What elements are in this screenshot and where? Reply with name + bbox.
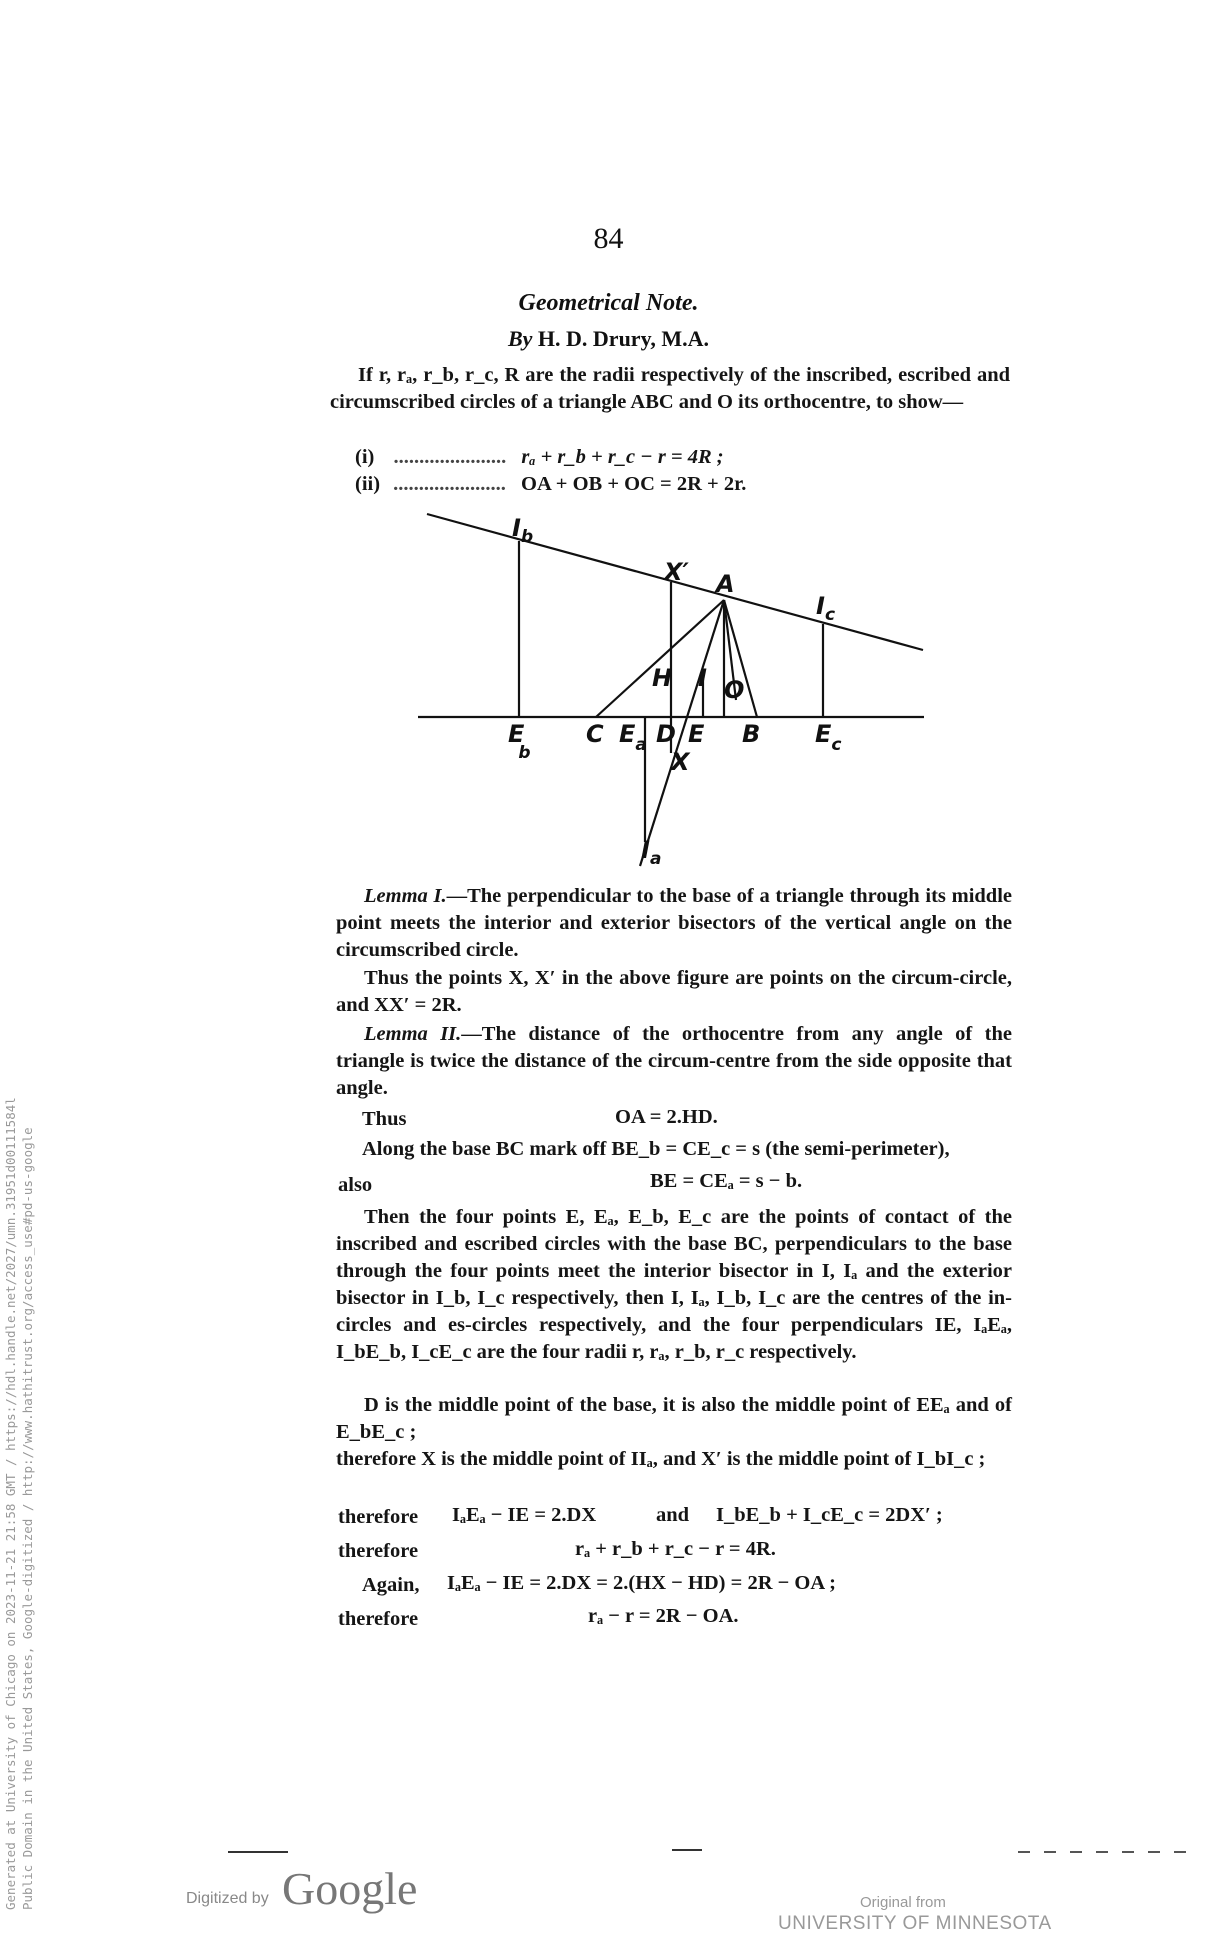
also-equation: BE = CEₐ = s − b. — [650, 1170, 803, 1192]
lemma-2-text: —The distance of the orthocentre from any angle of the triangle is twice the distance of the circum-centre from the side opposite that angle. — [336, 1023, 1012, 1099]
label-Ic: $I_c$ — [816, 592, 836, 625]
label-Ea: $E_a$ — [619, 720, 647, 755]
along-base-line: Along the base BC mark off BE_b = CE_c = s (the semi-perimeter), — [362, 1138, 950, 1160]
original-from-label: Original from — [860, 1894, 946, 1911]
item-ii-equation: OA + OB + OC = 2R + 2r. — [521, 473, 747, 495]
intro-paragraph: If r, rₐ, r_b, r_c, R are the radii respectively of the inscribed, escribed and circumscribed circles of a triangle ABC and O its orthocentre, to show— — [330, 364, 1010, 413]
therefore-and: and — [656, 1504, 690, 1526]
byline-author: H. D. Drury, M.A. — [537, 326, 710, 351]
side-stamp — [2, 1097, 36, 1910]
label-Ib: $I_b$ — [512, 514, 534, 547]
thus-equation-2: OA = 2.HD. — [615, 1106, 718, 1128]
also-label: also — [338, 1174, 373, 1196]
label-X: X — [671, 748, 690, 776]
again-label: Again, — [362, 1574, 420, 1596]
lemma-2-title: Lemma II. — [364, 1023, 462, 1045]
therefore-label-3: therefore — [338, 1540, 419, 1562]
label-Ia: $I_a$ — [641, 836, 662, 869]
article-title: Geometrical Note. — [518, 290, 699, 316]
footer-rule-center — [672, 1849, 702, 1851]
again-equation: IₐEₐ − IE = 2.DX = 2.(HX − HD) = 2R − OA ; — [447, 1572, 836, 1594]
byline-prefix: By — [507, 326, 533, 351]
byline — [0, 326, 1217, 352]
lemma-1 — [336, 883, 1012, 964]
therefore-label-4: therefore — [338, 1608, 419, 1630]
label-C: C — [586, 720, 604, 748]
middle-point-paragraph: D is the middle point of the base, it is also the middle point of EEₐ and of E_bE_c ; — [336, 1394, 1012, 1443]
label-Ec: $E_c$ — [815, 720, 842, 755]
label-I: I — [698, 664, 707, 692]
geometric-figure — [400, 500, 940, 880]
points-of-contact-paragraph: Then the four points E, Eₐ, E_b, E_c are the points of contact of the inscribed and escribed circles with the base BC, perpendiculars to the base through the four points meet the interior bisector in I, Iₐ and the exterior bisector in I_b, I_c respectively, then I, Iₐ, I_b, I_c are the centres of the in-circles and es-circles respectively, and the four perpendiculars IE, IₐEₐ, I_bE_b, I_cE_c are the four radii r, rₐ, r_b, r_c respectively. — [336, 1206, 1012, 1363]
institution-name: UNIVERSITY OF MINNESOTA — [778, 1913, 1052, 1934]
label-D: D — [656, 720, 676, 748]
label-Xprime: X′ — [664, 558, 689, 586]
therefore-equation-3: rₐ + r_b + r_c − r = 4R. — [575, 1538, 776, 1560]
item-i-label: (i) — [355, 446, 375, 468]
therefore-equation-4: rₐ − r = 2R − OA. — [588, 1605, 739, 1627]
side-stamp-line-1: Generated at University of Chicago on 2023-11-21 21:58 GMT / https://hdl.handle.net/2027/umn.31951d00111584l — [3, 1097, 18, 1910]
lemma-1-text: —The perpendicular to the base of a triangle through its middle point meets the interior and exterior bisectors of the vertical angle on the circumscribed circle. — [336, 885, 1012, 961]
label-H: H — [652, 664, 673, 692]
side-stamp-line-2: Public Domain in the United States, Google-digitized / http://www.hathitrust.org/access_use#pd-us-google — [20, 1127, 35, 1910]
page-number: 84 — [593, 222, 624, 255]
item-i-dots: ...................... — [393, 446, 507, 468]
label-B: B — [742, 720, 761, 748]
footer-rule-left — [228, 1851, 288, 1853]
footer-rule-right — [1018, 1851, 1194, 1853]
label-A: A — [716, 570, 735, 598]
item-ii-label: (ii) — [355, 473, 381, 495]
google-logo: Google — [282, 1863, 418, 1914]
therefore-equation-2a: IₐEₐ − IE = 2.DX — [452, 1504, 597, 1526]
therefore-label-2: therefore — [338, 1506, 419, 1528]
item-i — [355, 444, 724, 471]
label-E: E — [688, 720, 705, 748]
thus-paragraph-1: Thus the points X, X′ in the above figure are points on the circum-circle, and XX′ = 2R. — [336, 967, 1012, 1016]
therefore-equation-2b: I_bE_b + I_cE_c = 2DX′ ; — [716, 1504, 943, 1526]
thus-label-2: Thus — [362, 1108, 407, 1130]
interior-bisector-line — [640, 600, 724, 866]
digitized-by-label: Digitized by — [186, 1890, 269, 1907]
item-ii-dots: ...................... — [393, 473, 506, 495]
therefore-paragraph-1: therefore X is the middle point of IIₐ, and X′ is the middle point of I_bI_c ; — [336, 1448, 986, 1470]
item-i-equation: rₐ + r_b + r_c − r = 4R ; — [521, 446, 724, 468]
label-Eb: E b — [508, 720, 531, 763]
item-ii — [355, 471, 746, 498]
lemma-1-title: Lemma I. — [364, 885, 447, 907]
lemma-2 — [336, 1021, 1012, 1102]
label-O: O — [724, 676, 745, 704]
